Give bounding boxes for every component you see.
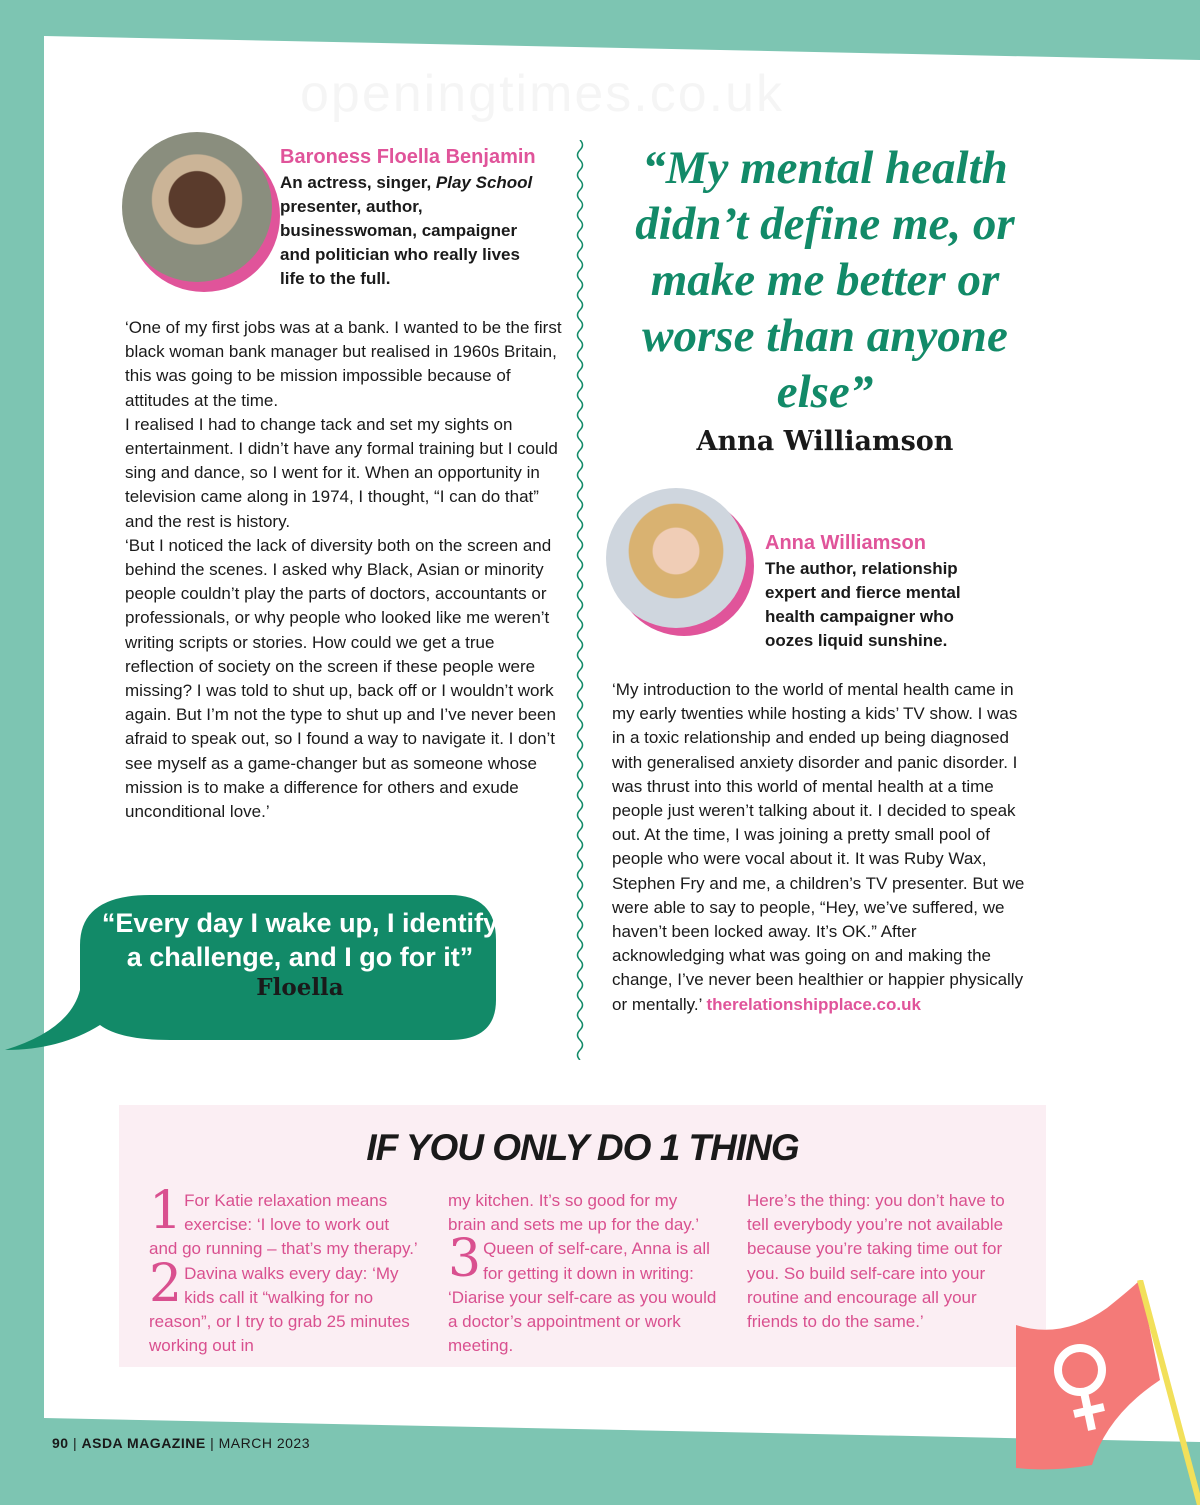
- bio-text: presenter, author, businesswoman, campaigner and politician who really lives life to the full.: [280, 197, 520, 288]
- tips-box: [119, 1105, 1046, 1367]
- floella-name: Baroness Floella Benjamin: [280, 146, 536, 168]
- bio-text: An actress, singer,: [280, 173, 436, 192]
- tip-text: my kitchen. It’s so good for my brain and sets me up for the day.’: [448, 1191, 700, 1235]
- anna-body-text: ‘My introduction to the world of mental health came in my early twenties while hosting a kids’ TV show. I was in a toxic relationship and ended up being diagnosed with generalised anxiety disorder and panic disorder. I was thrust into this world of mental health at a time people just weren’t talking about it. I decided to speak out. At the time, I was joining a pretty small pool of people who were vocal about it. It was Ruby Wax, Stephen Fry and me, a children’s TV presenter. But we were able to say to people, “Hey, we’ve suffered, we haven’t been locked away. It’s OK.” After acknowledging what was going on and making the change, I’ve never been healthier or happier physically or mentally.’: [612, 680, 1025, 1014]
- floella-quote: “Every day I wake up, I identify a challenge, and I go for it”: [101, 908, 499, 972]
- floella-bio: [280, 171, 540, 291]
- pull-quote-attrib: Anna Williamson: [696, 426, 954, 457]
- tips-col-1: [149, 1181, 419, 1358]
- flag-icon: [1012, 1280, 1200, 1505]
- page-number: 90: [52, 1435, 69, 1451]
- tips-col-3: Here’s the thing: you don’t have to tell everybody you’re not available because you’re taking time out for you. So build self-care into your routine and encourage all your friends to do the same.’: [747, 1191, 1005, 1332]
- tip-text: Davina walks every day: ‘My kids call it “walking for no reason”, or I try to grab 25 minutes working out in: [149, 1263, 410, 1356]
- watermark: [300, 64, 784, 124]
- anna-name: Anna Williamson: [765, 532, 926, 554]
- floella-body: ‘One of my first jobs was at a bank. I wanted to be the first black woman bank manager but realised in 1960s Britain, this was going to be mission impossible because of attitudes at the time. I realised I had to change tack and set my sights on entertainment. I didn’t have any formal training but I could sing and dance, so I went for it. When an opportunity in television came along in 1974, I thought, “I can do that” and the rest is history. ‘But I noticed the lack of diversity both on the screen and behind the scenes. I asked why Black, Asian or minority people couldn’t play the parts of doctors, accountants or professionals, or why people who looked like me weren’t writing scripts or stories. How could we get a true reflection of society on the screen if these people were missing? I was told to shut up, back off or I wouldn’t work again. But I’m not the type to shut up and I’ve never been afraid to speak out, so I found a way to navigate it. I don’t see myself as a game-changer but as someone whose mission is to make a difference for others and exude unconditional love.’: [125, 318, 562, 822]
- tips-title: IF YOU ONLY DO 1 THING: [366, 1127, 799, 1168]
- anna-avatar: [606, 488, 746, 628]
- pull-quote-group: [590, 140, 1060, 457]
- floella-quote-group: [100, 906, 500, 1002]
- tip-number: 3: [448, 1229, 482, 1290]
- floella-avatar: [122, 132, 272, 282]
- tip-text: Queen of self-care, Anna is all for getting it down in writing: ‘Diarise your self-care as you would a doctor’s appointment or work meeting.: [448, 1239, 717, 1356]
- wavy-divider: [574, 140, 586, 1060]
- website-link[interactable]: therelationshipplace.co.uk: [706, 994, 921, 1014]
- tips-col-2: [448, 1189, 718, 1358]
- issue-date: MARCH 2023: [218, 1435, 310, 1451]
- anna-bio: The author, relationship expert and fierce mental health campaigner who oozes liquid sunshine.: [765, 559, 961, 650]
- footer: 90 | ASDA MAGAZINE | MARCH 2023: [52, 1435, 310, 1451]
- magazine-name: ASDA MAGAZINE: [81, 1435, 206, 1451]
- floella-quote-attrib: Floella: [256, 974, 344, 1001]
- bio-show: Play School: [435, 173, 533, 192]
- pull-quote: “My mental health didn’t define me, or make me better or worse than anyone else”: [635, 142, 1015, 418]
- tip-number: 1: [149, 1181, 183, 1241]
- anna-body: [612, 678, 1030, 1017]
- tip-text: For Katie relaxation means exercise: ‘I love to work out and go running – that’s my therapy.’: [149, 1191, 418, 1259]
- tip-number: 2: [149, 1253, 183, 1314]
